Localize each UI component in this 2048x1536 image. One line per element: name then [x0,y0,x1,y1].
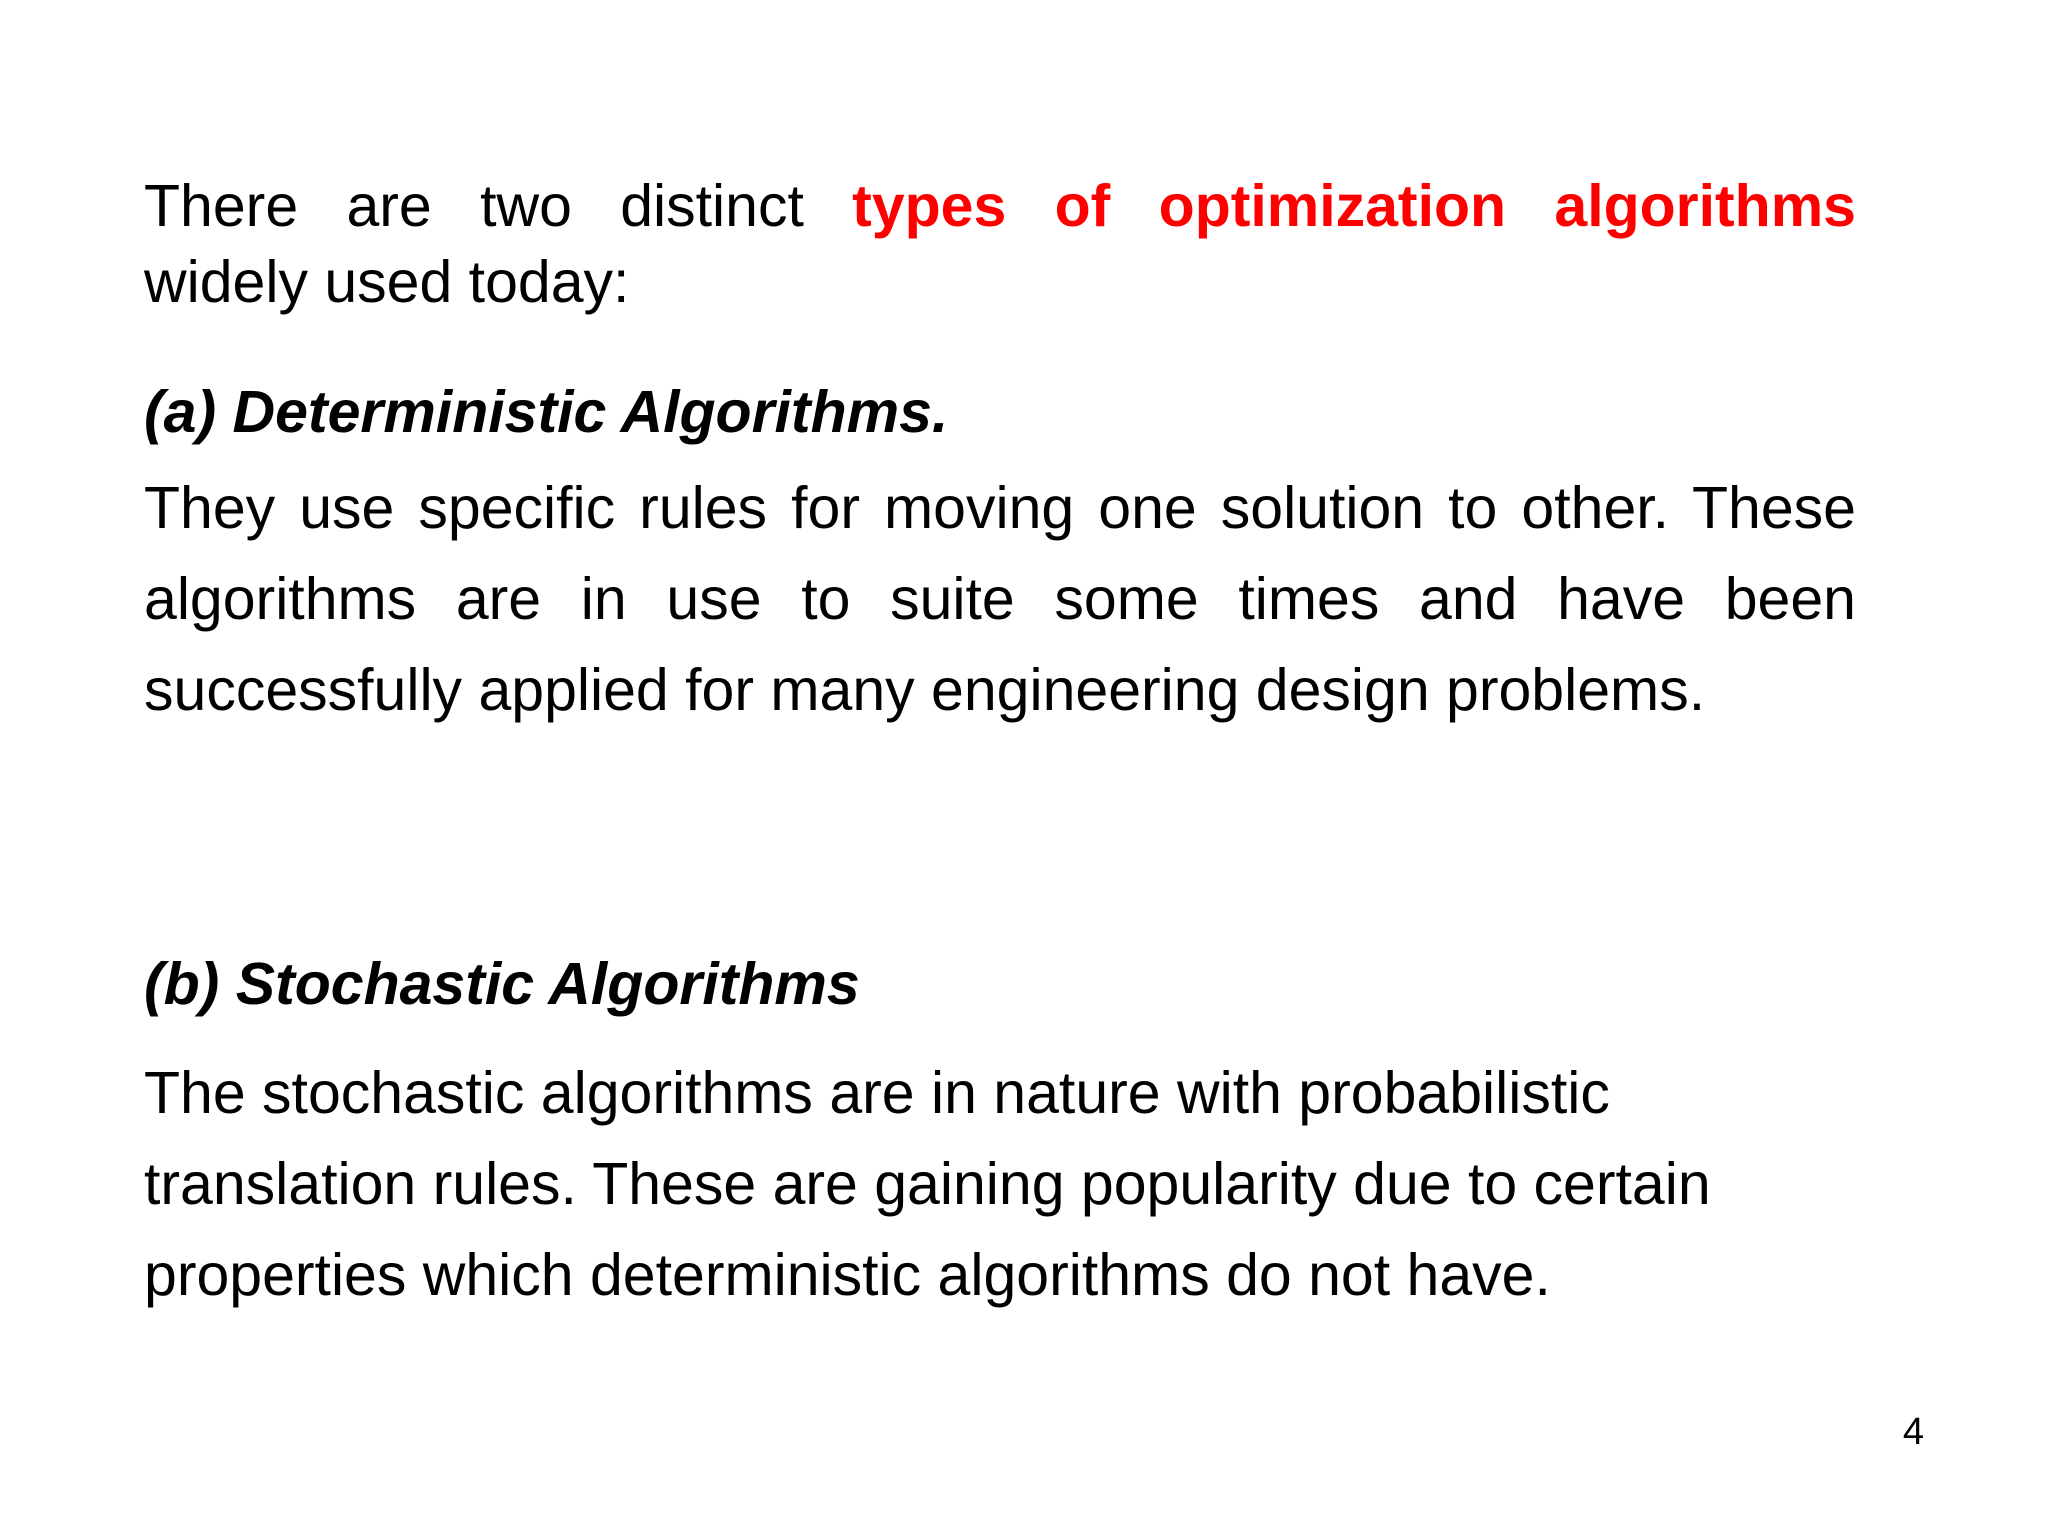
intro-line-1 [144,168,1856,244]
intro-text: There are two distinct [144,173,853,239]
section-b-line: translation rules. These are gaining popularity due to certain [144,1151,1711,1217]
section-b-body [144,1048,1856,1321]
page-number: 4 [1902,1411,1924,1453]
intro-paragraph [144,168,1856,320]
intro-highlight: types of optimization algorithms [852,173,1856,239]
section-b-line: properties which deterministic algorithms do not have. [144,1242,1551,1308]
intro-text-continued: widely used today: [144,249,630,315]
section-b-line: The stochastic algorithms are in nature with probabilistic [144,1060,1610,1126]
section-a-body: They use specific rules for moving one solution to other. These algorithms are in use to suite some times and have been successfully applied for many engineering design problems. [144,475,1856,723]
section-a-heading: (a) Deterministic Algorithms. [144,379,949,445]
section-b-heading: (b) Stochastic Algorithms [144,951,860,1017]
